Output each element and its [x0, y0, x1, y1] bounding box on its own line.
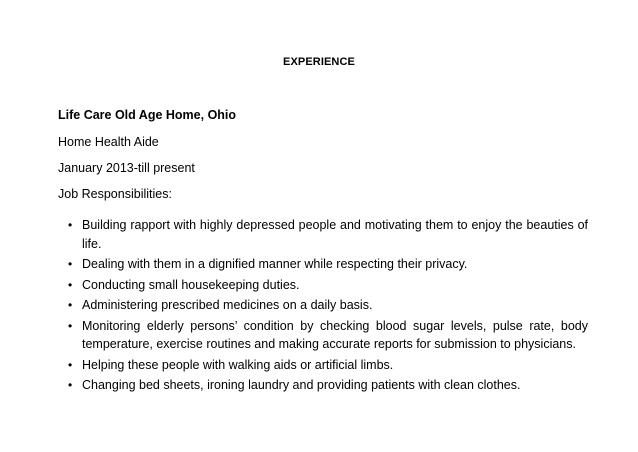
- list-item: [58, 296, 588, 315]
- list-item-text: Helping these people with walking aids or artificial limbs.: [82, 357, 394, 372]
- bullet-icon: •: [68, 257, 73, 271]
- bullet-icon: •: [68, 298, 73, 312]
- list-item: [58, 376, 588, 395]
- list-item: [58, 276, 588, 295]
- bullet-icon: •: [68, 318, 73, 333]
- section-heading: EXPERIENCE: [283, 56, 355, 68]
- list-item-text: Dealing with them in a dignified manner while respecting their privacy.: [82, 257, 468, 271]
- list-item-text: Conducting small housekeeping duties.: [82, 277, 300, 292]
- employment-period: January 2013-till present: [58, 161, 195, 175]
- list-item-text: Changing bed sheets, ironing laundry and providing patients with clean clothes.: [82, 378, 521, 392]
- employer-name: Life Care Old Age Home, Ohio: [58, 108, 237, 122]
- responsibilities-label: Job Responsibilities:: [58, 187, 172, 201]
- list-item: [58, 317, 588, 354]
- bullet-icon: •: [68, 357, 73, 372]
- responsibilities-list: [58, 216, 588, 397]
- bullet-icon: •: [68, 277, 73, 292]
- list-item-text: Building rapport with highly depressed people and motivating them to enjoy the beauties of life.: [82, 218, 588, 251]
- list-item-text: Monitoring elderly persons’ condition by checking blood sugar levels, pulse rate, body temperature, exercise routines and making accurate reports for submission to physicians.: [82, 318, 588, 351]
- bullet-icon: •: [68, 378, 73, 392]
- list-item-text: Administering prescribed medicines on a daily basis.: [82, 298, 373, 312]
- list-item: [58, 255, 588, 274]
- list-item: [58, 216, 588, 253]
- list-item: [58, 356, 588, 375]
- job-title: Home Health Aide: [58, 135, 159, 149]
- bullet-icon: •: [68, 218, 73, 232]
